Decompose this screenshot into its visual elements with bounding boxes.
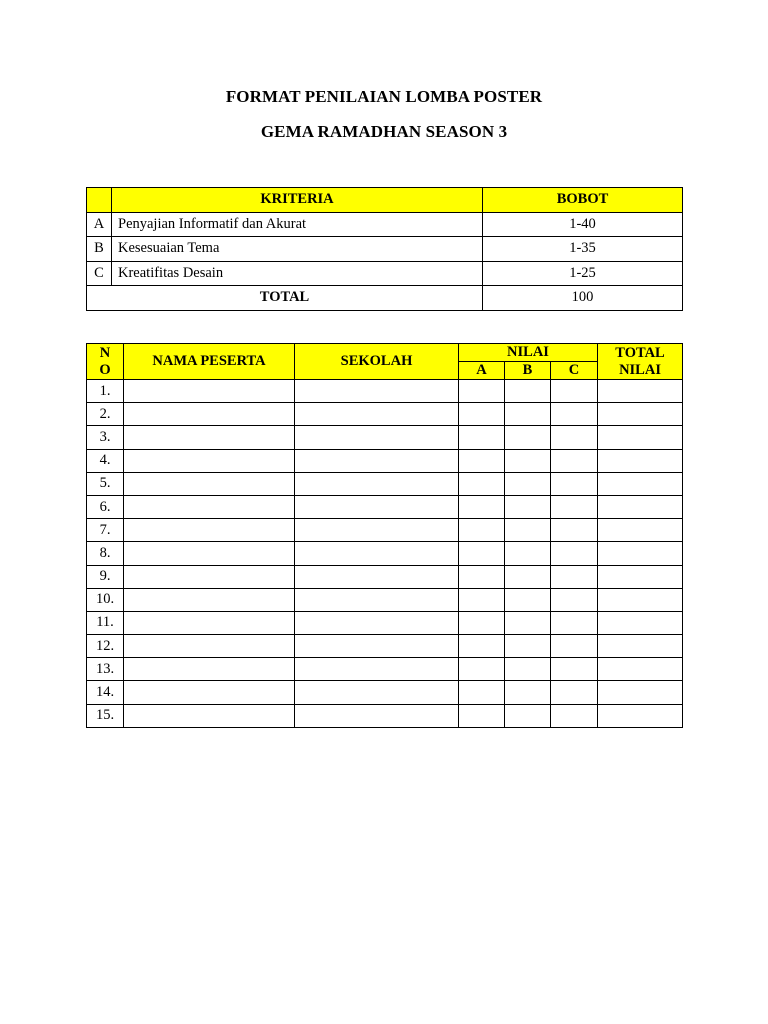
criteria-row	[87, 237, 683, 262]
table-row	[87, 635, 683, 658]
table-row	[87, 449, 683, 472]
school-cell[interactable]	[295, 542, 459, 565]
score-b-cell[interactable]	[505, 681, 551, 704]
total-score-cell[interactable]	[598, 472, 683, 495]
total-score-cell[interactable]	[598, 403, 683, 426]
score-c-cell[interactable]	[551, 658, 598, 681]
row-number: 14.	[87, 681, 124, 704]
score-a-cell[interactable]	[459, 519, 505, 542]
score-c-cell[interactable]	[551, 519, 598, 542]
score-b-cell[interactable]	[505, 403, 551, 426]
participant-name-cell[interactable]	[124, 681, 295, 704]
participant-name-cell[interactable]	[124, 380, 295, 403]
score-header: NILAI	[459, 344, 598, 362]
table-row	[87, 611, 683, 634]
table-row	[87, 704, 683, 727]
total-score-cell[interactable]	[598, 380, 683, 403]
document-subtitle: GEMA RAMADHAN SEASON 3	[260, 122, 508, 141]
score-b-cell[interactable]	[505, 519, 551, 542]
school-cell[interactable]	[295, 588, 459, 611]
criteria-header-row	[87, 188, 683, 213]
table-row	[87, 565, 683, 588]
table-row	[87, 658, 683, 681]
criteria-weight: 1-25	[483, 261, 683, 286]
score-a-cell[interactable]	[459, 380, 505, 403]
score-b-cell[interactable]	[505, 542, 551, 565]
criteria-row	[87, 261, 683, 286]
total-score-cell[interactable]	[598, 449, 683, 472]
criteria-row	[87, 212, 683, 237]
no-header-line1: N	[99, 344, 111, 361]
score-c-cell[interactable]	[551, 495, 598, 518]
score-a-cell[interactable]	[459, 611, 505, 634]
row-number: 5.	[87, 472, 124, 495]
score-c-cell[interactable]	[551, 635, 598, 658]
participant-name-cell[interactable]	[124, 704, 295, 727]
total-score-cell[interactable]	[598, 635, 683, 658]
table-row	[87, 426, 683, 449]
total-score-cell[interactable]	[598, 704, 683, 727]
score-table-body	[87, 380, 683, 728]
school-cell[interactable]	[295, 495, 459, 518]
score-c-cell[interactable]	[551, 588, 598, 611]
participant-name-cell[interactable]	[124, 611, 295, 634]
table-row	[87, 472, 683, 495]
criteria-code: B	[87, 237, 112, 262]
row-number: 2.	[87, 403, 124, 426]
score-b-cell[interactable]	[505, 658, 551, 681]
score-b-cell[interactable]	[505, 588, 551, 611]
document-title: FORMAT PENILAIAN LOMBA POSTER	[225, 87, 543, 106]
school-cell[interactable]	[295, 611, 459, 634]
school-header: SEKOLAH	[295, 344, 459, 380]
no-header	[87, 344, 124, 380]
total-score-cell[interactable]	[598, 658, 683, 681]
row-number: 3.	[87, 426, 124, 449]
row-number: 11.	[87, 611, 124, 634]
score-b-cell[interactable]	[505, 565, 551, 588]
score-a-cell[interactable]	[459, 403, 505, 426]
criteria-weight: 1-40	[483, 212, 683, 237]
criteria-code: A	[87, 212, 112, 237]
criteria-label: Kreatifitas Desain	[112, 261, 483, 286]
score-c-cell[interactable]	[551, 565, 598, 588]
score-a-cell[interactable]	[459, 588, 505, 611]
school-cell[interactable]	[295, 426, 459, 449]
total-score-cell[interactable]	[598, 426, 683, 449]
score-b-cell[interactable]	[505, 449, 551, 472]
score-b-cell[interactable]	[505, 380, 551, 403]
score-a-cell[interactable]	[459, 704, 505, 727]
school-cell[interactable]	[295, 380, 459, 403]
participant-name-cell[interactable]	[124, 426, 295, 449]
score-c-cell[interactable]	[551, 611, 598, 634]
participant-header: NAMA PESERTA	[124, 344, 295, 380]
school-cell[interactable]	[295, 658, 459, 681]
total-header-line2: NILAI	[619, 361, 661, 378]
table-row	[87, 495, 683, 518]
score-a-cell[interactable]	[459, 658, 505, 681]
score-c-cell[interactable]	[551, 426, 598, 449]
table-row	[87, 681, 683, 704]
score-b-cell[interactable]	[505, 472, 551, 495]
score-c-cell[interactable]	[551, 542, 598, 565]
score-b-cell[interactable]	[505, 611, 551, 634]
row-number: 8.	[87, 542, 124, 565]
total-score-cell[interactable]	[598, 542, 683, 565]
participant-name-cell[interactable]	[124, 565, 295, 588]
score-b-cell[interactable]	[505, 495, 551, 518]
criteria-label: Penyajian Informatif dan Akurat	[112, 212, 483, 237]
school-cell[interactable]	[295, 704, 459, 727]
weight-header: BOBOT	[483, 188, 683, 213]
row-number: 4.	[87, 449, 124, 472]
score-c-cell[interactable]	[551, 704, 598, 727]
school-cell[interactable]	[295, 635, 459, 658]
score-c-cell[interactable]	[551, 449, 598, 472]
total-value: 100	[483, 286, 683, 311]
criteria-label: Kesesuaian Tema	[112, 237, 483, 262]
score-a-cell[interactable]	[459, 565, 505, 588]
score-b-cell[interactable]	[505, 704, 551, 727]
score-b-cell[interactable]	[505, 426, 551, 449]
criteria-weight: 1-35	[483, 237, 683, 262]
total-label: TOTAL	[87, 286, 483, 311]
score-a-cell[interactable]	[459, 472, 505, 495]
table-row	[87, 542, 683, 565]
score-a-cell[interactable]	[459, 426, 505, 449]
total-score-cell[interactable]	[598, 519, 683, 542]
participant-name-cell[interactable]	[124, 495, 295, 518]
participant-name-cell[interactable]	[124, 542, 295, 565]
criteria-code: C	[87, 261, 112, 286]
score-c-header: C	[551, 362, 598, 380]
participant-name-cell[interactable]	[124, 658, 295, 681]
school-cell[interactable]	[295, 519, 459, 542]
row-number: 6.	[87, 495, 124, 518]
score-a-cell[interactable]	[459, 635, 505, 658]
row-number: 9.	[87, 565, 124, 588]
school-cell[interactable]	[295, 681, 459, 704]
score-header-row	[87, 344, 683, 362]
score-a-cell[interactable]	[459, 449, 505, 472]
total-score-cell[interactable]	[598, 565, 683, 588]
school-cell[interactable]	[295, 449, 459, 472]
row-number: 10.	[87, 588, 124, 611]
school-cell[interactable]	[295, 565, 459, 588]
table-row	[87, 519, 683, 542]
score-a-cell[interactable]	[459, 542, 505, 565]
score-a-cell[interactable]	[459, 681, 505, 704]
row-number: 1.	[87, 380, 124, 403]
participant-name-cell[interactable]	[124, 635, 295, 658]
total-header-line1: TOTAL	[615, 344, 665, 361]
score-table	[86, 343, 683, 728]
row-number: 13.	[87, 658, 124, 681]
total-score-cell[interactable]	[598, 611, 683, 634]
participant-name-cell[interactable]	[124, 588, 295, 611]
total-score-cell[interactable]	[598, 495, 683, 518]
participant-name-cell[interactable]	[124, 519, 295, 542]
score-c-cell[interactable]	[551, 681, 598, 704]
total-score-cell[interactable]	[598, 681, 683, 704]
participant-name-cell[interactable]	[124, 449, 295, 472]
score-c-cell[interactable]	[551, 380, 598, 403]
table-row	[87, 380, 683, 403]
table-row	[87, 588, 683, 611]
school-cell[interactable]	[295, 403, 459, 426]
total-score-header	[598, 344, 683, 380]
table-row	[87, 403, 683, 426]
score-b-cell[interactable]	[505, 635, 551, 658]
no-header-line2: O	[99, 361, 111, 378]
row-number: 7.	[87, 519, 124, 542]
participant-name-cell[interactable]	[124, 472, 295, 495]
total-score-cell[interactable]	[598, 588, 683, 611]
score-a-header: A	[459, 362, 505, 380]
school-cell[interactable]	[295, 472, 459, 495]
score-a-cell[interactable]	[459, 495, 505, 518]
score-c-cell[interactable]	[551, 472, 598, 495]
score-b-header: B	[505, 362, 551, 380]
criteria-code-header	[87, 188, 112, 213]
row-number: 15.	[87, 704, 124, 727]
score-c-cell[interactable]	[551, 403, 598, 426]
criteria-table	[86, 187, 683, 311]
criteria-header: KRITERIA	[112, 188, 483, 213]
row-number: 12.	[87, 635, 124, 658]
participant-name-cell[interactable]	[124, 403, 295, 426]
criteria-total-row	[87, 286, 683, 311]
